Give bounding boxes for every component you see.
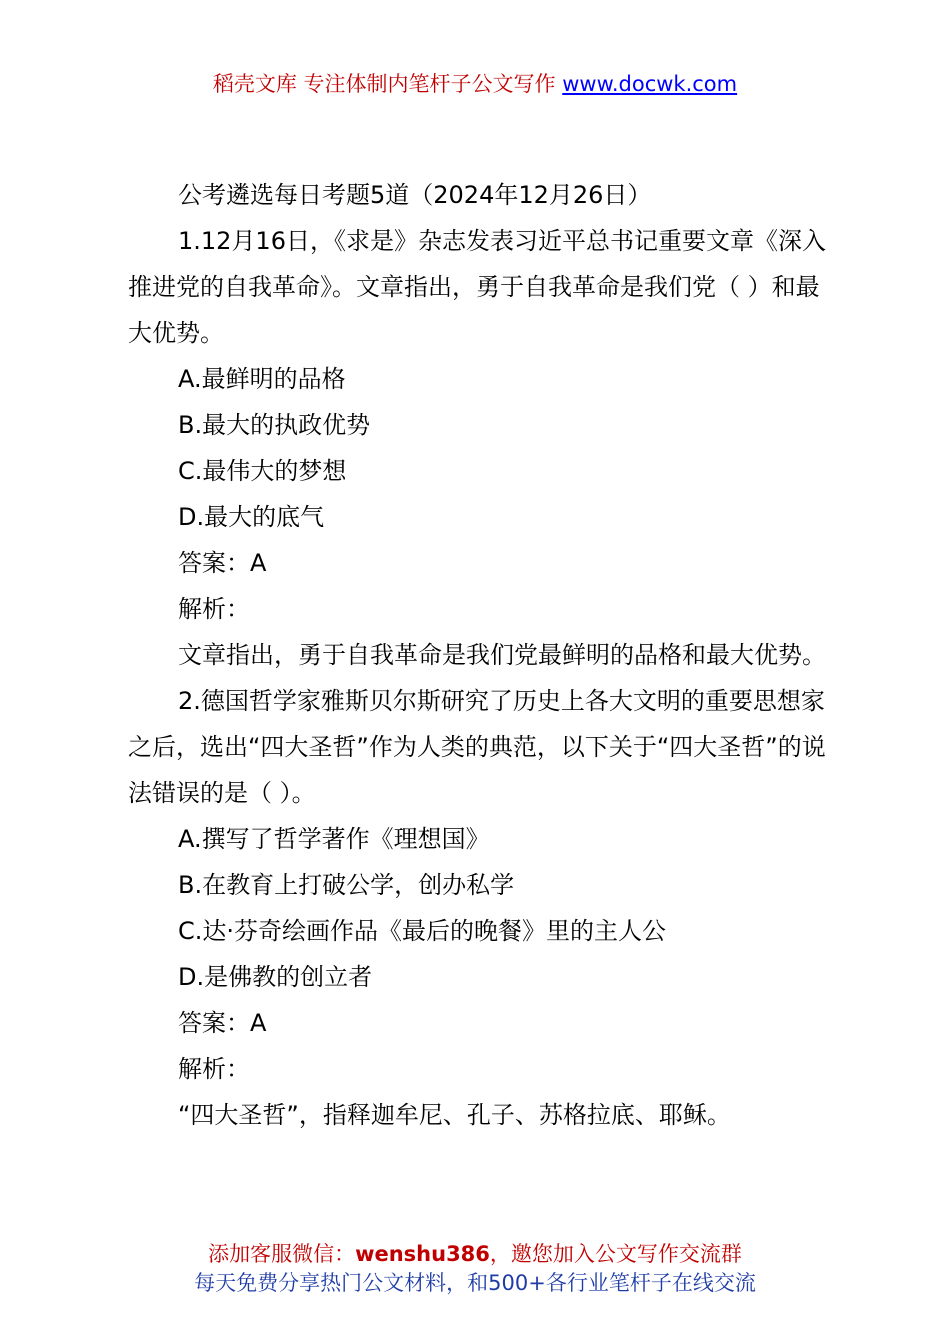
question-1-option-d: D.最大的底气 — [178, 503, 325, 531]
page-header — [0, 68, 950, 100]
footer-contact-line — [0, 1240, 950, 1269]
document-heading: 公考遴选每日考题5道（2024年12月26日） — [178, 181, 652, 209]
page-footer — [0, 1240, 950, 1298]
question-2-option-a: A.撰写了哲学著作《理想国》 — [178, 825, 490, 853]
header-link[interactable]: www.docwk.com — [562, 72, 738, 96]
header-title: 稻壳文库 专注体制内笔杆子公文写作 — [212, 72, 556, 96]
question-1-option-c: C.最伟大的梦想 — [178, 457, 347, 485]
footer-promo-line: 每天免费分享热门公文材料，和500+各行业笔杆子在线交流 — [194, 1271, 756, 1295]
question-1-answer: 答案：A — [178, 549, 267, 577]
footer-contact-prefix: 添加客服微信： — [208, 1242, 356, 1266]
question-1-analysis: 文章指出，勇于自我革命是我们党最鲜明的品格和最大优势。 — [178, 641, 826, 669]
footer-contact-suffix: ，邀您加入公文写作交流群 — [489, 1242, 742, 1266]
question-2-analysis: “四大圣哲”，指释迦牟尼、孔子、苏格拉底、耶稣。 — [178, 1101, 731, 1129]
question-2-analysis-label: 解析： — [178, 1055, 250, 1083]
question-1-option-a: A.最鲜明的品格 — [178, 365, 346, 393]
footer-wechat-id: wenshu386 — [355, 1242, 490, 1266]
question-1-option-b: B.最大的执政优势 — [178, 411, 371, 439]
document-body — [128, 172, 828, 1138]
question-1-analysis-label: 解析： — [178, 595, 250, 623]
question-1-stem: 1.12月16日，《求是》杂志发表习近平总书记重要文章《深入推进党的自我革命》。文章指出，勇于自我革命是我们党（ ）和最大优势。 — [128, 227, 826, 347]
question-2-answer: 答案：A — [178, 1009, 267, 1037]
question-2-option-c: C.达·芬奇绘画作品《最后的晚餐》里的主人公 — [178, 917, 667, 945]
question-2-option-d: D.是佛教的创立者 — [178, 963, 373, 991]
question-2-option-b: B.在教育上打破公学，创办私学 — [178, 871, 515, 899]
question-2-stem: 2.德国哲学家雅斯贝尔斯研究了历史上各大文明的重要思想家之后，选出“四大圣哲”作为人类的典范，以下关于“四大圣哲”的说法错误的是（ ）。 — [128, 687, 826, 807]
